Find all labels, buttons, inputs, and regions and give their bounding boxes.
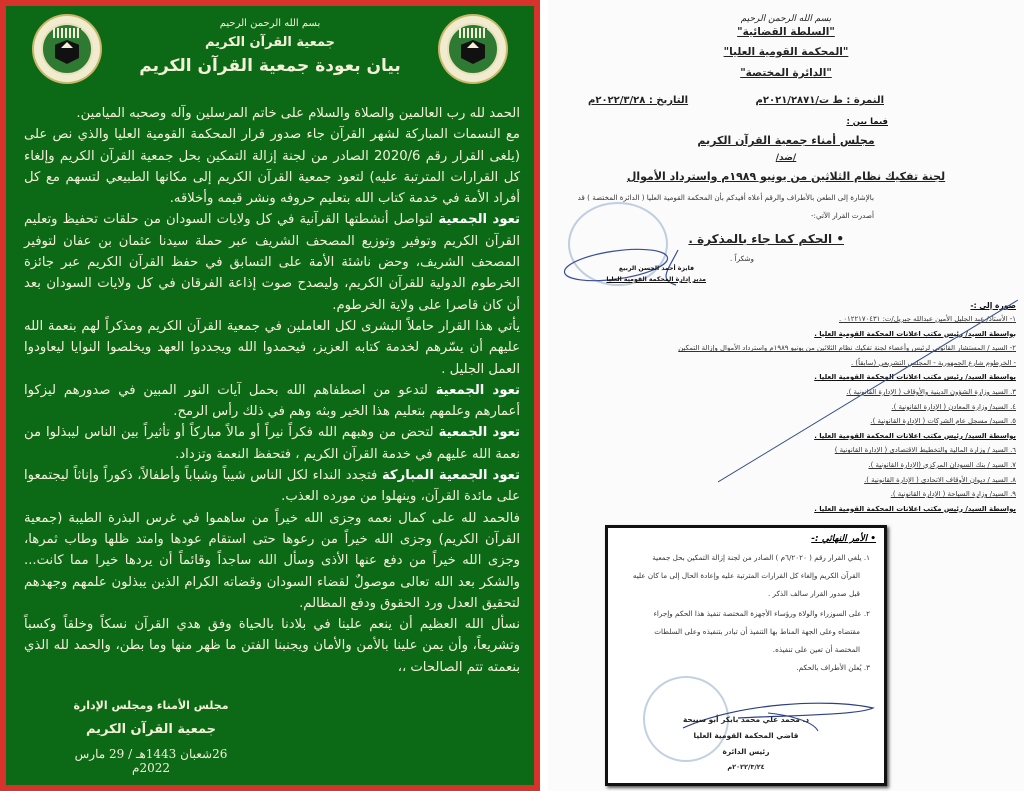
intro-text: بالإشارة إلى الطعن بالأطراف والرقم أعلاه أفيدكم بأن المحكمة القومية العليا ( الدائرة المختصة ) قد <box>577 193 874 202</box>
copy-recipient: ٧. السيد / بنك السودان المركزي (الإدارة القانونية ). <box>868 460 1016 469</box>
paragraph: فالحمد لله على كمال نعمه وجزى الله خيراً من ساهموا في غرس البذرة الطيبة (جمعية القرآن الكريم) وجزى الله خيراً من رعوها حتى استقام عودها وامتد ظلها وطاب ثمرها، وجزى الله خيراً من دفع عنها الأذى وسأل الله ساجداً وقائماً أن يردها خيرا مما كانت... والشكر بعد الله تعالى موصولٌ لقضاء السودان وقضاته الكرام الذين يبذلون علمهم وجهدهم لتحقيق العدل ورد الحقوق ودفع المظالم. <box>24 510 520 611</box>
paragraph: يأتي هذا القرار حاملاً البشرى لكل العاملين في جمعية القرآن الكريم ومذكراً لهم بنعمة الله عليهم أن يسّرهم لخدمة كتابه العزيز، فيحمدوا الله ويجددوا العهد ويخلصوا النوايا ليعاودوا العمل الجليل . <box>24 318 520 377</box>
copy-recipient: ٦. السيد / وزارة المالية والتخطيط الاقتصادي ( الإدارة القانونية ) <box>834 446 1016 455</box>
copy-recipient: ٣. السيد وزارة الشؤون الدينية والأوقاف ( الإدارة القانونية ). <box>846 387 1016 396</box>
paragraph: تعود الجمعية المباركة فتجدد النداء لكل الناس شيباً وشباباً وأطفالاً، ذكوراً وإناثاً ليجتمعوا على مائدة القرآن، وينهلوا من مورده العذب. <box>24 468 520 505</box>
paragraph: تعود الجمعية لتواصل أنشطتها القرآنية في كل ولايات السودان من حلقات تحفيظ وتعليم القرآن الكريم وتوفير وتوزيع المصحف الشريف عبر حملة سيدنا عثمان بن عفان لتوفير المصحف الشريف، وحض ناشئة الأمة على التسابق في حفظ القرآن الكريم عبر جائزة الخرطوم الدولية للقرآن الكريم، وليصدح صوت إذاعة الفرقان في كل ولايات السودان بعد أن كان قاصرا على ولاية الخرطوم. <box>24 212 520 313</box>
copy-recipient: ٩. السيد/ وزارة السياحة ( الإدارة القانونية ). <box>890 490 1016 499</box>
paragraph: الحمد لله رب العالمين والصلاة والسلام على خاتم المرسلين وآله وصحبه الميامين. <box>76 106 520 121</box>
plaintiff: مجلس أمناء جمعية القرآن الكريم <box>697 134 875 147</box>
document-basmala: بسم الله الرحمن الرحيم <box>740 14 832 24</box>
copy-via: بواسطة السيد/ رئيس مكتب اعلانات المحكمة القومية العليا . <box>814 431 1016 440</box>
between-label: فيما بين : <box>846 117 888 127</box>
document-date: التاريخ : ٢٠٢٢/٣/٢٨م <box>588 95 689 106</box>
judicial-authority-heading: "السلطة القضائية" <box>737 26 835 38</box>
final-order-heading: • الأمر النهائي :- <box>811 534 876 544</box>
supreme-court-heading: "المحكمة القومية العليا" <box>723 46 849 58</box>
judge-signature-icon <box>678 693 878 733</box>
document-meta <box>588 95 884 106</box>
signature-organization: جمعية القرآن الكريم <box>85 722 217 737</box>
versus-label: /ضد/ <box>775 153 797 163</box>
final-order-line: مقتضاه وعلى الجهة المناط بها التنفيذ أن تبادر بتنفيذه وعلى السلطات <box>654 627 860 636</box>
copy-recipient: - الخرطوم شارع الجمهورية - المجلس التشريعي (سابقاً) . <box>851 358 1016 367</box>
statement-header <box>6 18 534 76</box>
paragraph: مع النسمات المباركة لشهر القرآن جاء صدور قرار المحكمة القومية العليا والذي نص على (يلغى القرار رقم 2020/6 الصادر من لجنة إزالة التمكين بحل جمعية القرآن الكريم وإلغاء كل القرارات المترتبة عليه) لتعود جمعية القرآن الكريم إلى مكانها الطبيعي لتسهم مع كل أفراد الأمة في خدمة كتاب الله بتعليم حروفه ونشر قيمه وأخلاقه. <box>24 127 520 207</box>
circuit-heading: "الدائرة المختصة" <box>740 67 832 79</box>
basmala: بسم الله الرحمن الرحيم <box>219 18 321 29</box>
defendant: لجنة تفكيك نظام الثلاثين من يونيو ١٩٨٩م واسترداد الأموال <box>626 170 946 183</box>
registrar-name: فايزة أحمد الحسن الربيع <box>618 265 694 272</box>
copy-recipient: ٥. السيد/ مسجل عام الشركات ( الإدارة القانونية ). <box>870 417 1016 426</box>
copy-recipient: ٨. السيد / ديوان الأوقاف الاتحادي ( الإدارة القانونية ). <box>864 475 1016 484</box>
statement-signature <box>66 699 236 785</box>
registrar-title: مدير إدارة المحكمة القومية العليا <box>606 276 706 283</box>
judge-role: رئيس الدائرة <box>722 747 770 756</box>
copy-via: بواسطة السيد/ رئيس مكتب اعلانات المحكمة القومية العليا . <box>814 373 1016 382</box>
final-order-box <box>605 525 887 786</box>
final-order-line: ١. يلغي القرار رقم ( ٦/٢٠٢٠م ) الصادر من لجنة إزالة التمكين بحل جمعية <box>652 553 870 562</box>
signature-date: 26شعبان 1443هـ / 29 مارس 2022م <box>74 747 228 775</box>
final-order-line: المختصة أن تعين على تنفيذه. <box>772 645 860 654</box>
final-order-line: ٣. يُعلن الأطراف بالحكم. <box>796 663 870 672</box>
final-order-line: القرآن الكريم وإلغاء كل القرارات المترتبة عليه وإعادة الحال إلى ما كان عليه <box>632 571 860 580</box>
organization-name: جمعية القرآن الكريم <box>204 35 336 50</box>
final-order-line: ٢. على السوزراء والولاة ورؤساء الأجهزة المختصة تنفيذ هذا الحكم وإجراء <box>653 609 870 618</box>
copies-heading: صورة إلى :- <box>970 301 1016 310</box>
judge-date: ٢٠٢٢/٣/٢٤م <box>727 763 765 771</box>
document-number: النمرة : ط ت/٢٠٢١/٢٨٧١م <box>755 95 884 106</box>
judgement-text: • الحكم كما جاء بالمذكرة . <box>688 232 844 246</box>
paragraph: تعود الجمعية لتحض من وهبهم الله فكراً نيراً أو مالاً مباركاً أو تأثيراً بين الناس ليبذلوا من نعمة الله عليهم في خدمة القرآن الكريم ، فتحفظ النعمة وتزداد. <box>24 425 520 462</box>
paragraph: نسأل الله العظيم أن ينعم علينا في بلادنا بالحياة وفق هدي القرآن نسكاً وخلقاً وكسباً وتشريعاً، وأن يمن علينا بالأمن والأمان ويجنبنا الفتن ما ظهر منها وما بطن، والحمد لله الذي بنعمته تتم الصالحات ،، <box>24 617 520 675</box>
statement-panel <box>6 6 534 785</box>
judge-name: د. محمد علي محمد بابكر أبو سبيحة <box>682 715 810 724</box>
thanks-text: وشكراً . <box>730 254 754 263</box>
intro-text: أصدرت القرار الآتي:- <box>810 211 874 220</box>
strike-line-icon <box>718 296 1024 486</box>
copy-recipient: ٤. السيد/ وزارة المعادن ( الإدارة القانونية ). <box>891 402 1016 411</box>
copy-recipient: ١- الأستاذ/ عبد الجليل الأمين عبدالله جبريل/ت: ٠١٢٢١٧٠٤٣١ . <box>838 315 1016 323</box>
copy-recipient: ٢- السيد / المستشار القانوني لرئيس وأعضاء لجنة تفكيك نظام الثلاثين من يونيو ١٩٨٩م واسترداد الأموال وإزالة التمكين <box>678 344 1016 353</box>
final-order-line: قبل صدور القرار سالف الذكر . <box>767 589 860 598</box>
statement-body <box>24 103 520 678</box>
signature-council: مجلس الأمناء ومجلس الإدارة <box>73 699 229 712</box>
paragraph: تعود الجمعية لتدعو من اصطفاهم الله بحمل آيات النور المبين في صدورهم ليزكوا أعمارهم وعلمهم بتعليم هذا الخير وبثه وهم في ذلك رأس الرمح. <box>24 382 520 420</box>
copy-via: بواسطة السيد/ رئيس مكتب اعلانات المحكمة القومية العليا . <box>814 329 1016 338</box>
statement-title: بيان بعودة جمعية القرآن الكريم <box>139 56 401 76</box>
judge-title: قاضي المحكمة القومية العليا <box>693 731 799 740</box>
copy-via: بواسطة السيد/ رئيس مكتب اعلانات المحكمة القومية العليا . <box>814 504 1016 513</box>
